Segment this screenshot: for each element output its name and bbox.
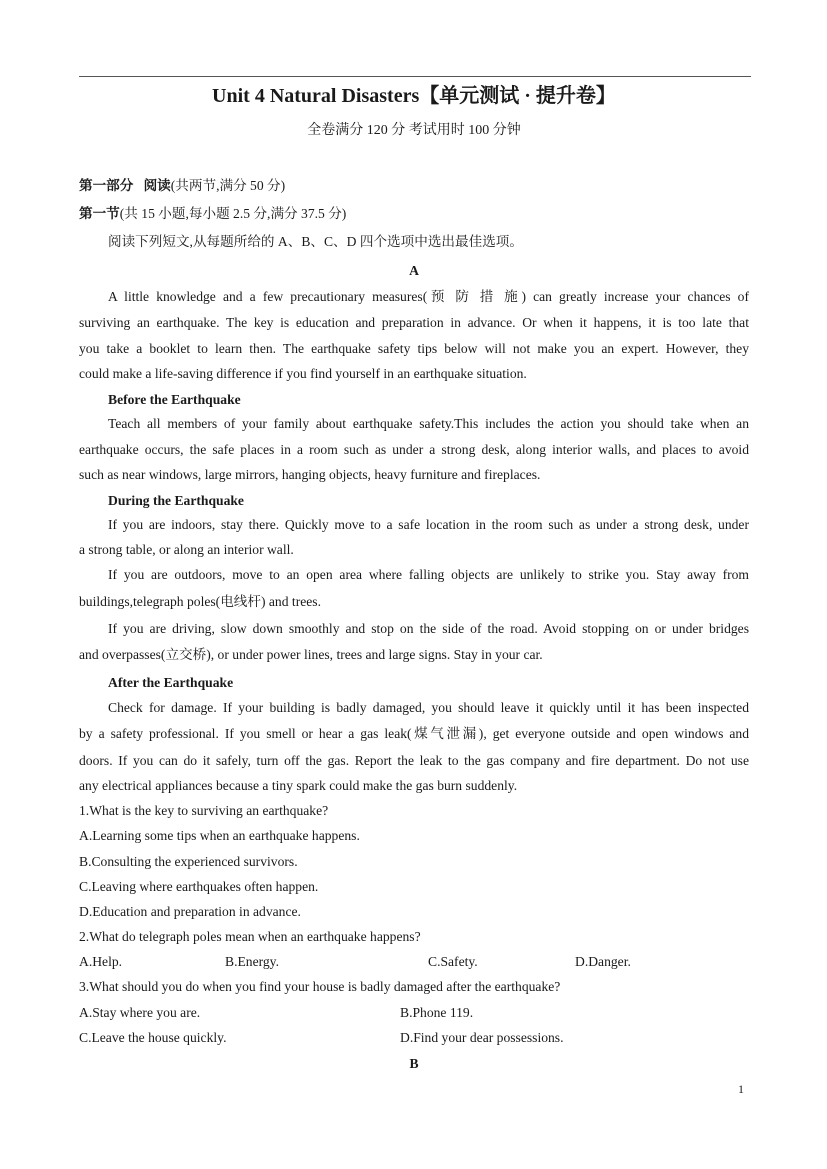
during-heading: During the Earthquake xyxy=(108,493,244,508)
paragraph-line: you take a booklet to learn then. The earthquake safety tips below will not make you an expert. However, they xyxy=(79,341,749,356)
question-2-option-d: D.Danger. xyxy=(575,954,631,969)
section-bold: 第一节 xyxy=(79,206,120,221)
question-3-option-c: C.Leave the house quickly. xyxy=(79,1030,227,1045)
question-1-stem: 1.What is the key to surviving an earthquake? xyxy=(79,803,329,818)
question-2-option-c: C.Safety. xyxy=(428,954,478,969)
paragraph-line: doors. If you can do it safely, turn off the gas. Report the leak to the gas company and fire department. Do not use xyxy=(79,753,749,768)
question-1-option-b: B.Consulting the experienced survivors. xyxy=(79,854,298,869)
paragraph-line: such as near windows, large mirrors, hanging objects, heavy furniture and fireplaces. xyxy=(79,467,541,482)
paragraph-line: earthquake occurs, the safe places in a room such as under a strong desk, along interior walls, and places to avoid xyxy=(79,442,749,457)
question-3-stem: 3.What should you do when you find your house is badly damaged after the earthquake? xyxy=(79,979,561,994)
instruction: 阅读下列短文,从每题所给的 A、B、C、D 四个选项中选出最佳选项。 xyxy=(108,234,523,249)
passage-a-label: A xyxy=(409,263,419,278)
paragraph-line: buildings,telegraph poles(电线杆) and trees. xyxy=(79,594,321,609)
question-3-option-b: B.Phone 119. xyxy=(400,1005,474,1020)
paragraph-line: any electrical appliances because a tiny spark could make the gas burn suddenly. xyxy=(79,778,518,793)
after-heading: After the Earthquake xyxy=(108,675,234,690)
paragraph-line: If you are indoors, stay there. Quickly move to a safe location in the room such as under a strong desk, under xyxy=(108,517,749,532)
paragraph-line: by a safety professional. If you smell or hear a gas leak(煤气泄漏), get everyone outside and open windows and xyxy=(79,726,749,741)
question-2-stem: 2.What do telegraph poles mean when an earthquake happens? xyxy=(79,929,421,944)
before-heading: Before the Earthquake xyxy=(108,392,241,407)
page-title: Unit 4 Natural Disasters【单元测试 · 提升卷】 xyxy=(212,85,616,107)
question-3-option-a: A.Stay where you are. xyxy=(79,1005,201,1020)
question-1-option-a: A.Learning some tips when an earthquake happens. xyxy=(79,828,360,843)
question-1-option-c: C.Leaving where earthquakes often happen. xyxy=(79,879,319,894)
paragraph-line: could make a life-saving difference if you find yourself in an earthquake situation. xyxy=(79,366,527,381)
section-heading xyxy=(79,204,346,224)
part-label: 阅读 xyxy=(143,178,171,193)
paragraph-line: A little knowledge and a few precautionary measures(预 防 措 施) can greatly increase your chances of xyxy=(108,289,749,304)
page-number: 1 xyxy=(738,1082,744,1096)
paragraph-line: Check for damage. If your building is badly damaged, you should leave it quickly until it has been inspected xyxy=(108,700,749,715)
paragraph-line: surviving an earthquake. The key is education and preparation in advance. Or when it happens, it is too late that xyxy=(79,315,749,330)
passage-b-label: B xyxy=(409,1056,419,1071)
part-heading xyxy=(79,176,285,196)
paragraph-line: If you are driving, slow down smoothly and stop on the side of the road. Avoid stopping on or under bridges xyxy=(108,621,749,636)
page-subtitle: 全卷满分 120 分 考试用时 100 分钟 xyxy=(307,123,521,138)
paragraph-line: a strong table, or along an interior wall. xyxy=(79,542,294,557)
question-1-option-d: D.Education and preparation in advance. xyxy=(79,904,301,919)
part-note: (共两节,满分 50 分) xyxy=(170,178,286,193)
header-rule xyxy=(79,76,751,77)
paragraph-line: If you are outdoors, move to an open area where falling objects are unlikely to strike you. Stay away from xyxy=(108,567,749,582)
paragraph-line: and overpasses(立交桥), or under power lines, trees and large signs. Stay in your car. xyxy=(79,647,543,662)
question-2-option-b: B.Energy. xyxy=(225,954,279,969)
question-2-option-a: A.Help. xyxy=(79,954,123,969)
section-note: (共 15 小题,每小题 2.5 分,满分 37.5 分) xyxy=(119,206,347,221)
question-3-option-d: D.Find your dear possessions. xyxy=(400,1030,564,1045)
part-bold: 第一部分 xyxy=(79,178,134,193)
paragraph-line: Teach all members of your family about earthquake safety.This includes the action you should take when an xyxy=(108,416,749,431)
